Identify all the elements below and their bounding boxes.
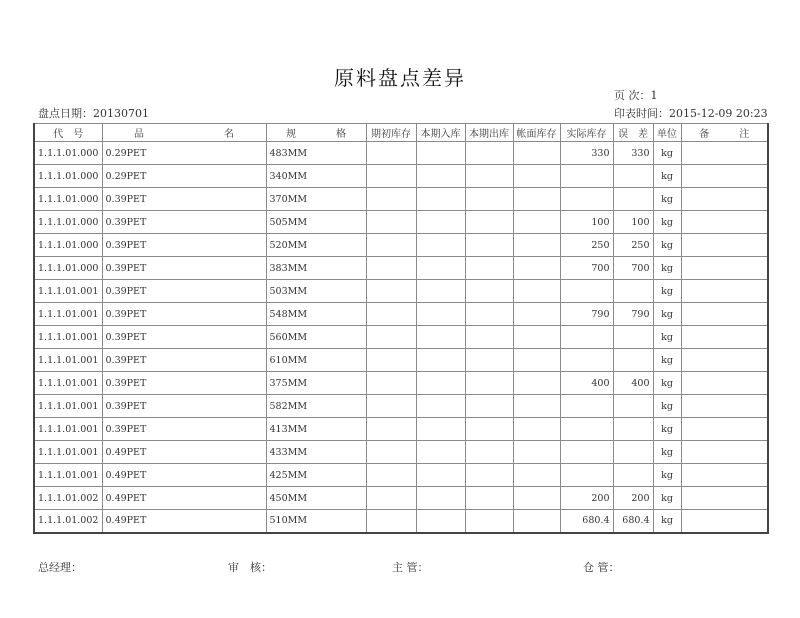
column-header-unit: 单位 xyxy=(653,124,681,142)
print-time-value: 2015-12-09 20:23 xyxy=(669,107,768,120)
stock-date-value: 20130701 xyxy=(93,107,149,120)
cell-remark xyxy=(681,303,768,326)
cell-name: 0.39PET xyxy=(102,395,266,418)
cell-out xyxy=(465,510,513,533)
cell-actual xyxy=(560,464,613,487)
column-header-book: 帐面库存 xyxy=(513,124,560,142)
cell-remark xyxy=(681,418,768,441)
cell-diff xyxy=(613,349,653,372)
cell-opening xyxy=(366,510,416,533)
cell-in xyxy=(416,510,465,533)
signature-reviewer: 审 核： xyxy=(228,561,272,574)
cell-spec: 520MM xyxy=(266,234,366,257)
cell-name: 0.39PET xyxy=(102,234,266,257)
cell-code: 1.1.1.01.001 xyxy=(34,464,102,487)
cell-opening xyxy=(366,257,416,280)
page-number xyxy=(614,87,658,103)
cell-in xyxy=(416,188,465,211)
table-row xyxy=(34,349,768,372)
cell-spec: 483MM xyxy=(266,142,366,165)
cell-name: 0.39PET xyxy=(102,188,266,211)
cell-in xyxy=(416,280,465,303)
cell-remark xyxy=(681,441,768,464)
cell-remark xyxy=(681,372,768,395)
table-row xyxy=(34,165,768,188)
cell-unit: kg xyxy=(653,165,681,188)
page-number-value: 1 xyxy=(650,89,658,102)
column-header-code: 代 号 xyxy=(34,124,102,142)
cell-spec: 413MM xyxy=(266,418,366,441)
cell-unit: kg xyxy=(653,418,681,441)
cell-name: 0.29PET xyxy=(102,165,266,188)
cell-out xyxy=(465,303,513,326)
cell-book xyxy=(513,372,560,395)
column-header-out: 本期出库 xyxy=(465,124,513,142)
cell-book xyxy=(513,510,560,533)
cell-opening xyxy=(366,188,416,211)
cell-in xyxy=(416,234,465,257)
cell-remark xyxy=(681,464,768,487)
cell-book xyxy=(513,441,560,464)
cell-unit: kg xyxy=(653,349,681,372)
cell-diff: 400 xyxy=(613,372,653,395)
table-row xyxy=(34,257,768,280)
cell-actual xyxy=(560,165,613,188)
cell-book xyxy=(513,395,560,418)
cell-name: 0.39PET xyxy=(102,349,266,372)
column-header-spec: 规 格 xyxy=(266,124,366,142)
cell-spec: 503MM xyxy=(266,280,366,303)
cell-diff xyxy=(613,188,653,211)
cell-out xyxy=(465,395,513,418)
page-number-label: 页 次： xyxy=(614,89,651,102)
cell-spec: 510MM xyxy=(266,510,366,533)
cell-in xyxy=(416,349,465,372)
cell-code: 1.1.1.01.001 xyxy=(34,372,102,395)
cell-remark xyxy=(681,510,768,533)
cell-opening xyxy=(366,165,416,188)
cell-opening xyxy=(366,487,416,510)
cell-name: 0.39PET xyxy=(102,326,266,349)
cell-unit: kg xyxy=(653,326,681,349)
print-time xyxy=(614,105,768,121)
cell-spec: 375MM xyxy=(266,372,366,395)
cell-name: 0.49PET xyxy=(102,487,266,510)
cell-book xyxy=(513,280,560,303)
cell-unit: kg xyxy=(653,234,681,257)
cell-out xyxy=(465,257,513,280)
cell-diff: 200 xyxy=(613,487,653,510)
cell-book xyxy=(513,464,560,487)
cell-remark xyxy=(681,395,768,418)
table-row xyxy=(34,211,768,234)
cell-code: 1.1.1.01.000 xyxy=(34,142,102,165)
cell-diff xyxy=(613,280,653,303)
cell-out xyxy=(465,142,513,165)
cell-unit: kg xyxy=(653,303,681,326)
cell-code: 1.1.1.01.001 xyxy=(34,349,102,372)
cell-unit: kg xyxy=(653,395,681,418)
cell-in xyxy=(416,372,465,395)
cell-opening xyxy=(366,326,416,349)
cell-opening xyxy=(366,349,416,372)
stock-date xyxy=(38,105,149,121)
cell-book xyxy=(513,188,560,211)
cell-name: 0.39PET xyxy=(102,303,266,326)
cell-actual xyxy=(560,280,613,303)
cell-remark xyxy=(681,211,768,234)
cell-book xyxy=(513,303,560,326)
cell-in xyxy=(416,165,465,188)
cell-spec: 370MM xyxy=(266,188,366,211)
report-title: 原料盘点差异 xyxy=(334,66,466,90)
cell-in xyxy=(416,326,465,349)
cell-book xyxy=(513,326,560,349)
cell-in xyxy=(416,303,465,326)
cell-out xyxy=(465,326,513,349)
cell-opening xyxy=(366,372,416,395)
cell-book xyxy=(513,234,560,257)
cell-spec: 610MM xyxy=(266,349,366,372)
cell-actual: 400 xyxy=(560,372,613,395)
cell-unit: kg xyxy=(653,510,681,533)
cell-actual: 100 xyxy=(560,211,613,234)
cell-diff: 700 xyxy=(613,257,653,280)
cell-code: 1.1.1.01.000 xyxy=(34,211,102,234)
table-row xyxy=(34,303,768,326)
cell-diff: 790 xyxy=(613,303,653,326)
cell-unit: kg xyxy=(653,188,681,211)
cell-spec: 383MM xyxy=(266,257,366,280)
cell-unit: kg xyxy=(653,487,681,510)
cell-in xyxy=(416,395,465,418)
cell-unit: kg xyxy=(653,211,681,234)
cell-actual: 250 xyxy=(560,234,613,257)
signature-general-manager: 总经理： xyxy=(38,561,82,574)
cell-actual xyxy=(560,441,613,464)
cell-opening xyxy=(366,211,416,234)
cell-diff: 680.4 xyxy=(613,510,653,533)
cell-out xyxy=(465,211,513,234)
cell-diff xyxy=(613,326,653,349)
signature-supervisor: 主 管： xyxy=(392,561,429,574)
cell-out xyxy=(465,487,513,510)
cell-out xyxy=(465,418,513,441)
cell-remark xyxy=(681,326,768,349)
cell-diff: 250 xyxy=(613,234,653,257)
cell-name: 0.49PET xyxy=(102,510,266,533)
cell-spec: 505MM xyxy=(266,211,366,234)
inventory-difference-table xyxy=(33,123,769,534)
cell-spec: 433MM xyxy=(266,441,366,464)
cell-spec: 450MM xyxy=(266,487,366,510)
cell-name: 0.39PET xyxy=(102,372,266,395)
cell-diff: 100 xyxy=(613,211,653,234)
cell-book xyxy=(513,349,560,372)
cell-spec: 582MM xyxy=(266,395,366,418)
column-header-diff: 误 差 xyxy=(613,124,653,142)
column-header-remark: 备 注 xyxy=(681,124,768,142)
column-header-opening: 期初库存 xyxy=(366,124,416,142)
cell-actual: 700 xyxy=(560,257,613,280)
table-row xyxy=(34,372,768,395)
table-row xyxy=(34,234,768,257)
column-header-name: 品 名 xyxy=(102,124,266,142)
cell-spec: 548MM xyxy=(266,303,366,326)
cell-in xyxy=(416,464,465,487)
table-row xyxy=(34,510,768,533)
cell-actual: 680.4 xyxy=(560,510,613,533)
cell-unit: kg xyxy=(653,257,681,280)
cell-in xyxy=(416,441,465,464)
cell-in xyxy=(416,418,465,441)
cell-opening xyxy=(366,303,416,326)
signature-warehouse-keeper: 仓 管： xyxy=(583,561,620,574)
table-row xyxy=(34,280,768,303)
cell-opening xyxy=(366,441,416,464)
cell-opening xyxy=(366,395,416,418)
cell-name: 0.29PET xyxy=(102,142,266,165)
cell-remark xyxy=(681,188,768,211)
cell-spec: 425MM xyxy=(266,464,366,487)
table-row xyxy=(34,418,768,441)
table-row xyxy=(34,142,768,165)
cell-out xyxy=(465,188,513,211)
cell-book xyxy=(513,142,560,165)
cell-out xyxy=(465,280,513,303)
cell-actual xyxy=(560,395,613,418)
header-row xyxy=(34,124,768,142)
cell-book xyxy=(513,487,560,510)
column-header-in: 本期入库 xyxy=(416,124,465,142)
cell-name: 0.39PET xyxy=(102,418,266,441)
cell-unit: kg xyxy=(653,142,681,165)
cell-in xyxy=(416,257,465,280)
table-body xyxy=(34,142,768,533)
cell-code: 1.1.1.01.000 xyxy=(34,257,102,280)
print-time-label: 印表时间： xyxy=(614,107,669,120)
table-row xyxy=(34,487,768,510)
cell-remark xyxy=(681,487,768,510)
column-header-actual: 实际库存 xyxy=(560,124,613,142)
cell-out xyxy=(465,441,513,464)
cell-code: 1.1.1.01.001 xyxy=(34,280,102,303)
cell-code: 1.1.1.01.001 xyxy=(34,303,102,326)
cell-spec: 560MM xyxy=(266,326,366,349)
cell-actual xyxy=(560,349,613,372)
table-row xyxy=(34,326,768,349)
cell-actual xyxy=(560,326,613,349)
cell-actual: 790 xyxy=(560,303,613,326)
cell-diff xyxy=(613,464,653,487)
cell-book xyxy=(513,211,560,234)
cell-opening xyxy=(366,234,416,257)
cell-actual xyxy=(560,418,613,441)
cell-book xyxy=(513,165,560,188)
cell-remark xyxy=(681,349,768,372)
cell-code: 1.1.1.01.000 xyxy=(34,188,102,211)
cell-opening xyxy=(366,142,416,165)
table-row xyxy=(34,464,768,487)
cell-actual: 330 xyxy=(560,142,613,165)
cell-out xyxy=(465,349,513,372)
cell-opening xyxy=(366,464,416,487)
cell-code: 1.1.1.01.001 xyxy=(34,395,102,418)
cell-code: 1.1.1.01.001 xyxy=(34,326,102,349)
cell-name: 0.49PET xyxy=(102,464,266,487)
cell-code: 1.1.1.01.001 xyxy=(34,418,102,441)
table-header xyxy=(34,124,768,142)
cell-diff xyxy=(613,165,653,188)
cell-code: 1.1.1.01.002 xyxy=(34,510,102,533)
cell-spec: 340MM xyxy=(266,165,366,188)
cell-code: 1.1.1.01.001 xyxy=(34,441,102,464)
cell-name: 0.49PET xyxy=(102,441,266,464)
cell-name: 0.39PET xyxy=(102,257,266,280)
table-row xyxy=(34,441,768,464)
cell-in xyxy=(416,487,465,510)
cell-unit: kg xyxy=(653,441,681,464)
cell-in xyxy=(416,142,465,165)
cell-opening xyxy=(366,418,416,441)
cell-actual xyxy=(560,188,613,211)
table-row xyxy=(34,188,768,211)
cell-actual: 200 xyxy=(560,487,613,510)
cell-diff: 330 xyxy=(613,142,653,165)
cell-diff xyxy=(613,418,653,441)
cell-out xyxy=(465,165,513,188)
cell-remark xyxy=(681,142,768,165)
cell-remark xyxy=(681,257,768,280)
cell-in xyxy=(416,211,465,234)
cell-out xyxy=(465,372,513,395)
cell-code: 1.1.1.01.000 xyxy=(34,165,102,188)
cell-out xyxy=(465,234,513,257)
stock-date-label: 盘点日期： xyxy=(38,107,93,120)
cell-name: 0.39PET xyxy=(102,280,266,303)
cell-remark xyxy=(681,165,768,188)
cell-diff xyxy=(613,395,653,418)
table-row xyxy=(34,395,768,418)
cell-book xyxy=(513,418,560,441)
cell-remark xyxy=(681,234,768,257)
cell-book xyxy=(513,257,560,280)
cell-unit: kg xyxy=(653,372,681,395)
cell-name: 0.39PET xyxy=(102,211,266,234)
cell-opening xyxy=(366,280,416,303)
cell-diff xyxy=(613,441,653,464)
cell-code: 1.1.1.01.002 xyxy=(34,487,102,510)
cell-remark xyxy=(681,280,768,303)
cell-unit: kg xyxy=(653,280,681,303)
cell-out xyxy=(465,464,513,487)
cell-code: 1.1.1.01.000 xyxy=(34,234,102,257)
cell-unit: kg xyxy=(653,464,681,487)
